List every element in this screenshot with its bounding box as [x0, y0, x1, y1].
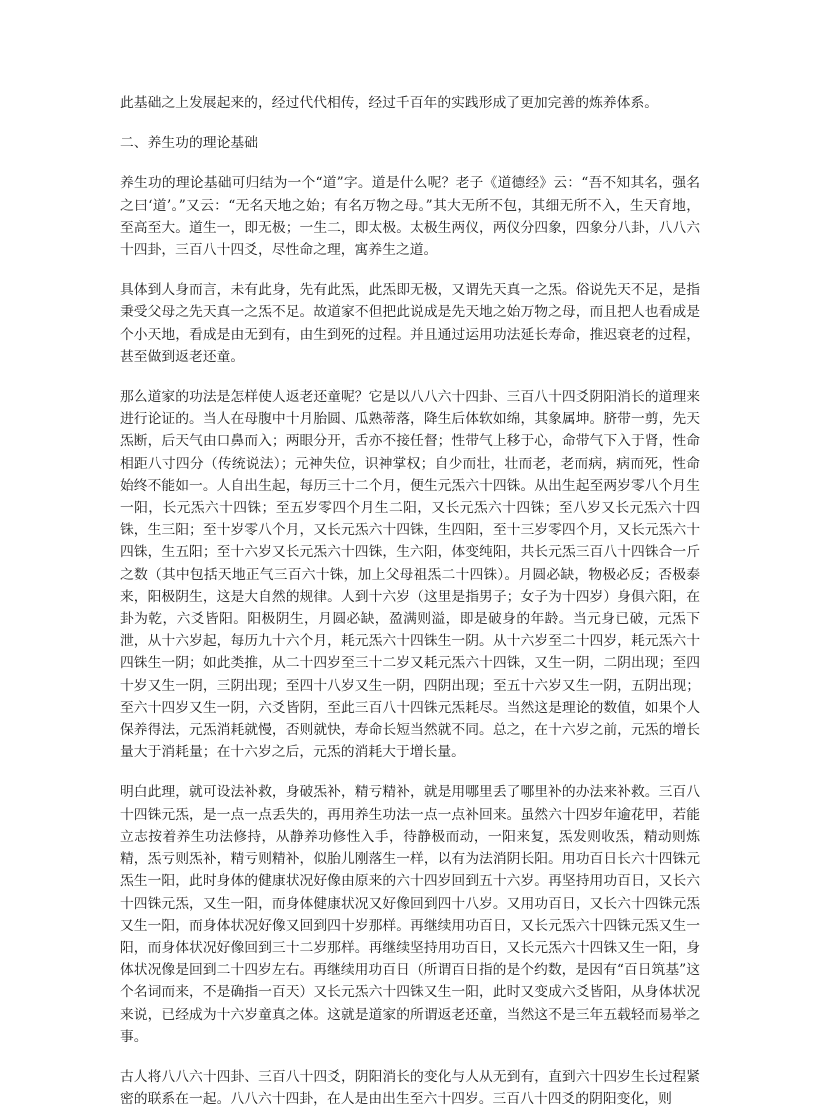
paragraph-remedy: 明白此理，就可设法补救，身破炁补，精亏精补，就是用哪里丢了哪里补的办法来补救。三百八十四铢元炁，是一点一点丢失的，再用养生功法一点一点补回来。虽然六十四岁年逾花甲，若能立志按着养生功法修持，从静养功修性入手，待静极而动，一阳来复，炁发则收炁，精动则炼精，炁亏则炁补，精亏则精补，似胎儿刚落生一样，以有为法消阴长阳。用功百日长六十四铢元炁生一阳，此时身体的健康状况好像由原来的六十四岁回到五十六岁。再坚持用功百日，又长六十四铢元炁，又生一阳，而身体健康状况又好像回到四十八岁。又用功百日，又长六十四铢元炁又生一阳，而身体状况好像又回到四十岁那样。再继续用功百日，又长元炁六十四铢元炁又生一阳，而身体状况好像回到三十二岁那样。再继续坚持用功百日，又长元炁六十四铢又生一阳，身体状况像是回到二十四岁左右。再继续用功百日（所谓百日指的是个约数，是因有“百日筑基”这个名词而来，不是确指一百天）又长元炁六十四铢又生一阳，此时又变成六爻皆阳，从身体状况来说，已经成为十六岁童真之体。这就是道家的所谓返老还童，当然这不是三年五载轻而易举之事。: [120, 784, 700, 1045]
paragraph-human-body: 具体到人身而言，未有此身，先有此炁，此炁即无极，又谓先天真一之炁。俗说先天不足，是指秉受父母之先天真一之炁不足。故道家不但把此说成是先天地之始万物之母，而且把人也看成是个小天地，看成是由无到有，由生到死的过程。并且通过运用功法延长寿命，推迟衰老的过程，甚至做到返老还童。: [120, 282, 700, 365]
section-heading: 二、养生功的理论基础: [120, 135, 258, 152]
paragraph-theory-basis: 养生功的理论基础可归结为一个“道”字。道是什么呢？老子《道德经》云：“吾不知其名，强名之曰‘道’。”又云：“无名天地之始；有名万物之母。”其大无所不包，其细无所不入，生天育地，至高至大。道生一，即无极；一生二，即太极。太极生两仪，两仪分四象，四象分八卦，八八六十四卦，三百八十四爻，尽性命之理，寓养生之道。: [120, 175, 700, 259]
document-page: [120, 92, 700, 1110]
paragraph-rejuvenation: 那么道家的功法是怎样使人返老还童呢？它是以八八六十四卦、三百八十四爻阴阳消长的道理来进行论证的。当人在母腹中十月胎圆、瓜熟蒂落，降生后体软如绵，其象属坤。脐带一剪，先天炁断，后天气由口鼻而入；两眼分开，舌亦不接任督；性带气上移于心，命带气下入于肾，性命相距八寸四分（传统说法）；元神失位，识神掌权；自少而壮，壮而老，老而病，病而死，性命始终不能如一。人自出生起，每历三十二个月，便生元炁六十四铢。从出生起至两岁零八个月生一阳，长元炁六十四铢；至五岁零四个月生二阳，又长元炁六十四铢；至八岁又长元炁六十四铢，生三阳；至十岁零八个月，又长元炁六十四铢，生四阳，至十三岁零四个月，又长元炁六十四铢，生五阳；至十六岁又长元炁六十四铢，生六阳，体变纯阳，共长元炁三百八十四铢合一斤之数（其中包括天地正气三百六十铢，加上父母祖炁二十四铢）。月圆必缺，物极必反；否极泰来，阳极阴生，这是大自然的规律。人到十六岁（这里是指男子；女子为十四岁）身俱六阳，在卦为乾，六爻皆阳。阳极阴生，月圆必缺，盈满则溢，即是破身的年龄。当元身已破，元炁下泄，从十六岁起，每历九十六个月，耗元炁六十四铢生一阴。从十六岁至二十四岁，耗元炁六十四铢生一阴；如此类推，从二十四岁至三十二岁又耗元炁六十四铢，又生一阴，二阴出现；至四十岁又生一阴，三阴出现；至四十八岁又生一阴，四阴出现；至五十六岁又生一阴，五阴出现；至六十四岁又生一阴，六爻皆阴，至此三百八十四铢元炁耗尽。当然这是理论的数值，如果个人保养得法，元炁消耗就慢，否则就快，寿命长短当然就不同。总之，在十六岁之前，元炁的增长量大于消耗量；在十六岁之后，元炁的消耗大于增长量。: [120, 389, 700, 761]
paragraph-hexagrams: 古人将八八六十四卦、三百八十四爻，阴阳消长的变化与人从无到有，直到六十四岁生长过程紧密的联系在一起。八八六十四卦，在人是由出生至六十四岁。三百八十四爻的阴阳变化，则: [120, 1068, 700, 1108]
paragraph-intro-continuation: 此基础之上发展起来的，经过代代相传，经过千百年的实践形成了更加完善的炼养体系。: [120, 95, 659, 111]
